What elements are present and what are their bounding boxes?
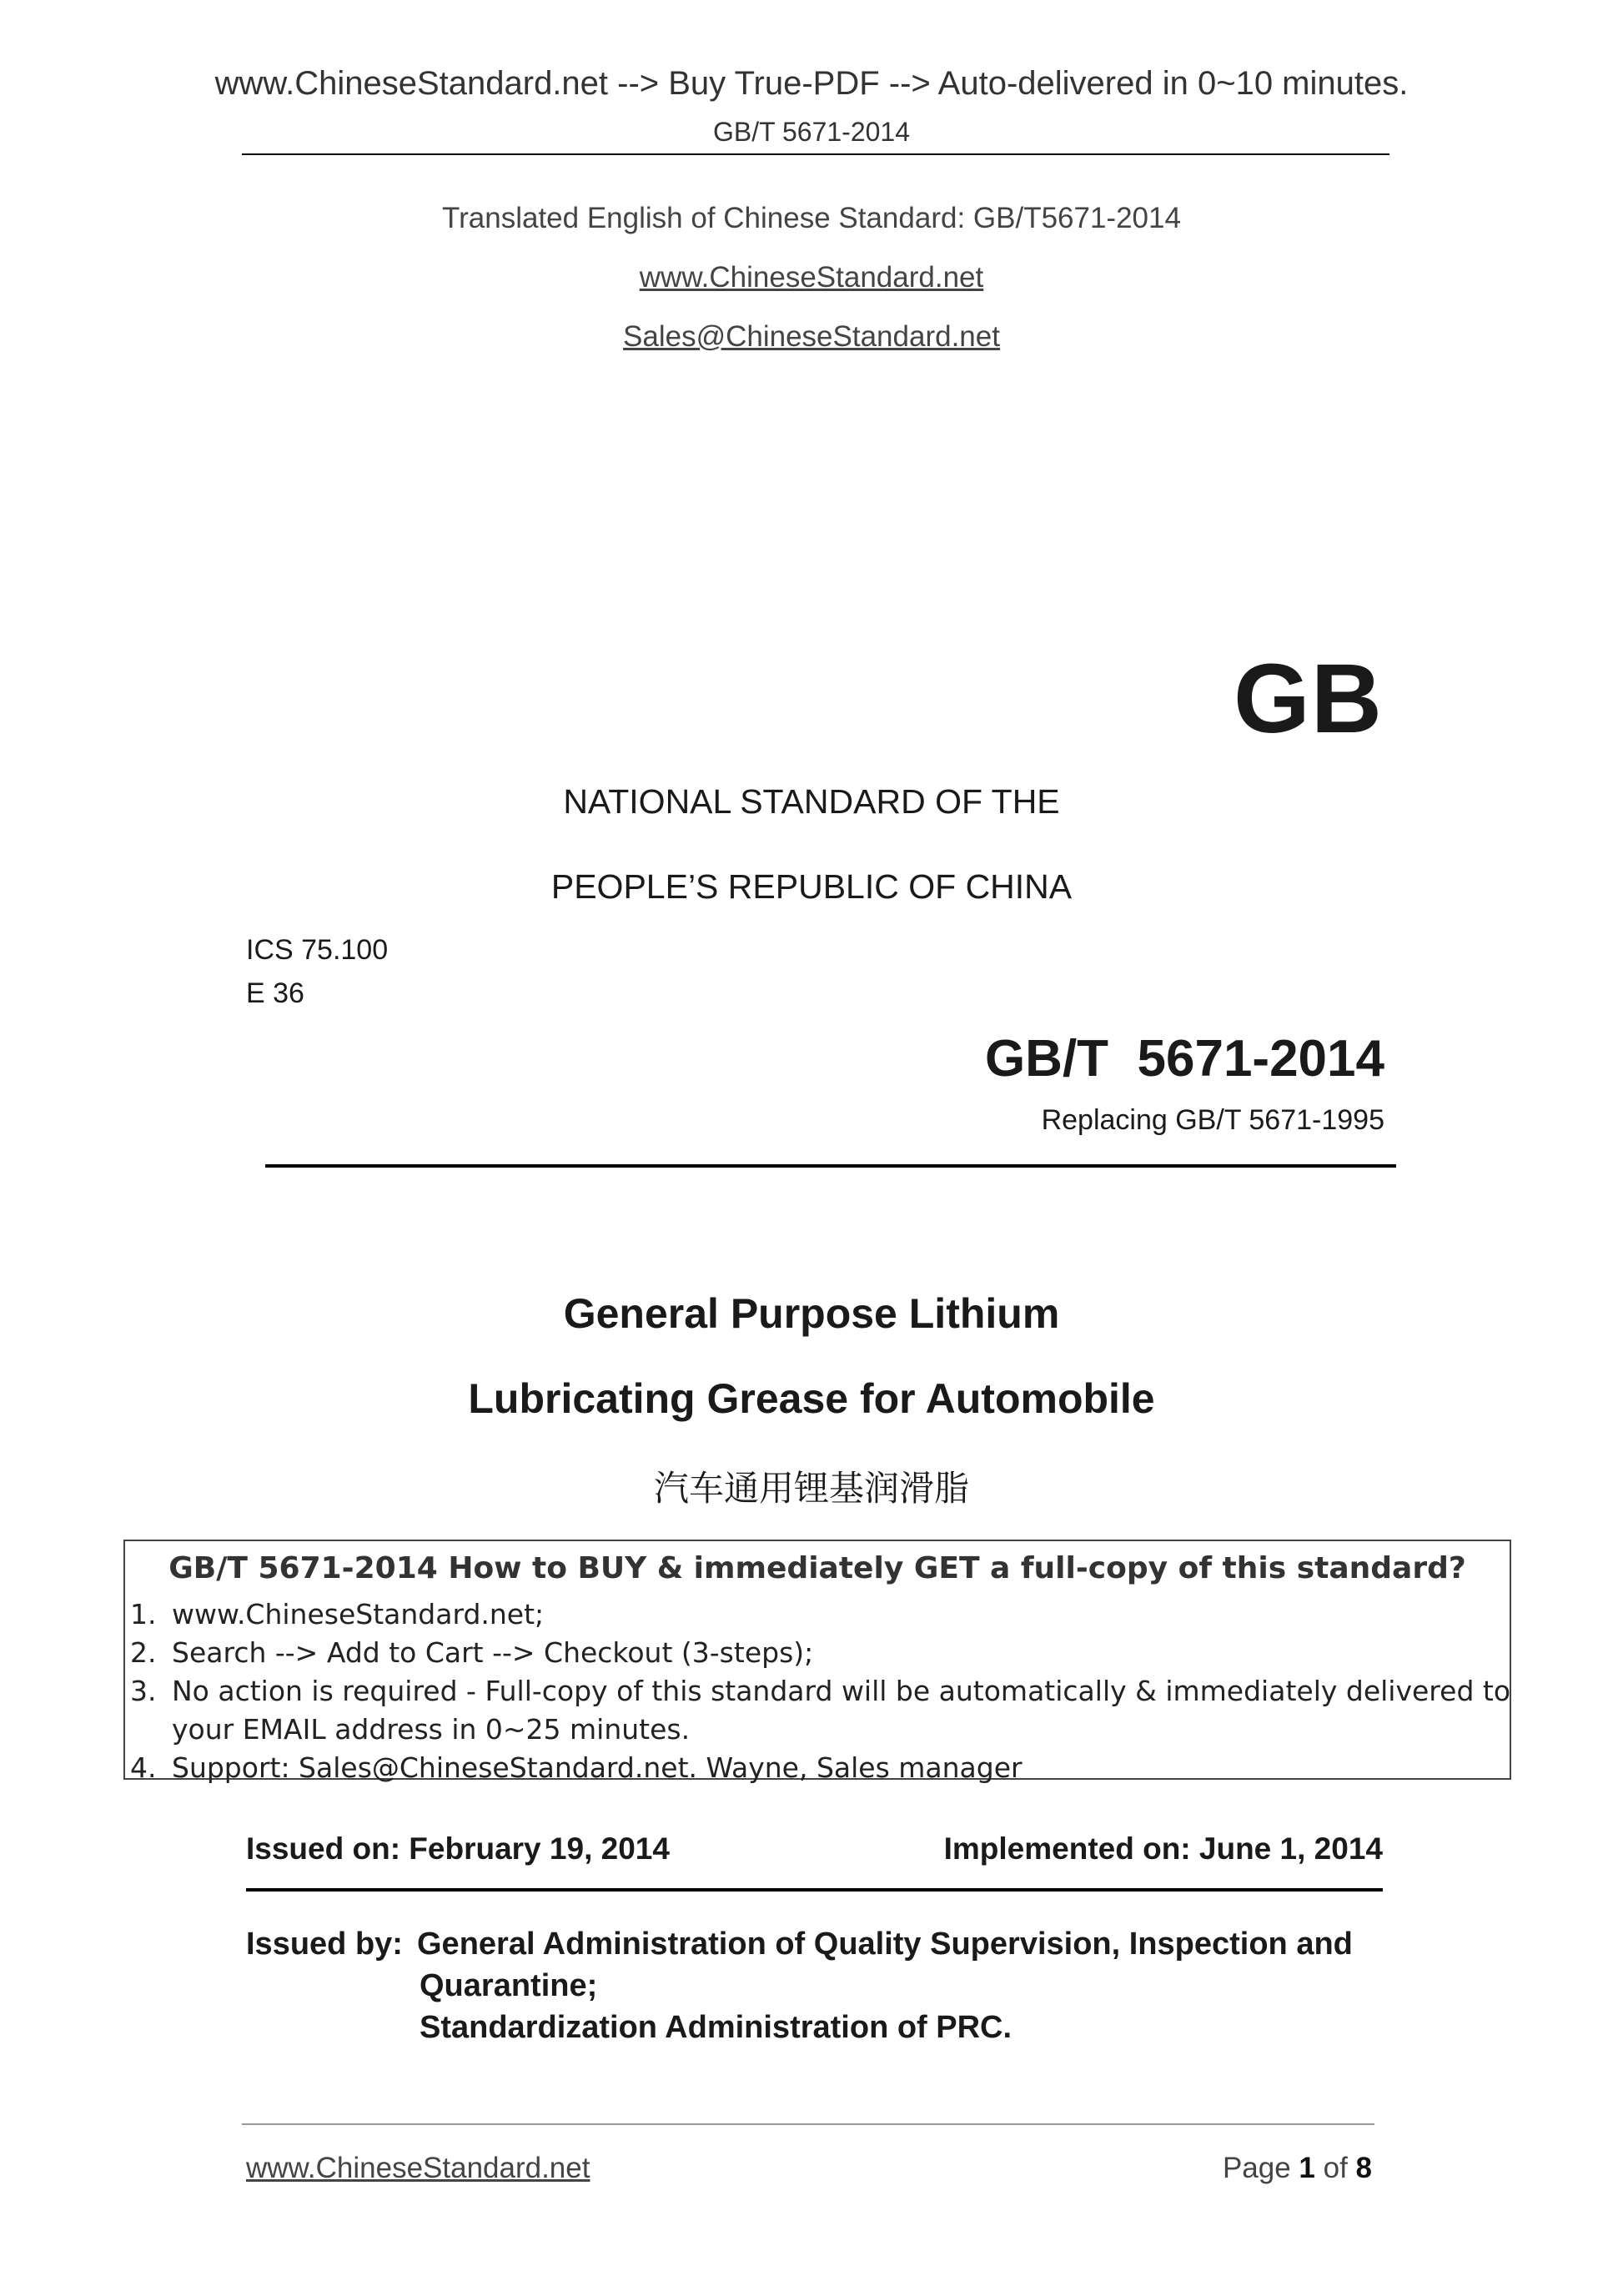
footer-website-link[interactable]: www.ChineseStandard.net [246,2152,590,2184]
buy-step-1: 1. www.ChineseStandard.net; [130,1598,545,1630]
buy-step-2: 2. Search --> Add to Cart --> Checkout (3-steps); [130,1636,814,1669]
website-link[interactable]: www.ChineseStandard.net [639,261,984,294]
dates-divider [246,1888,1383,1892]
title-chinese: 汽车通用锂基润滑脂 [653,1468,969,1509]
header-banner: www.ChineseStandard.net --> Buy True-PDF --> Auto-delivered in 0~10 minutes. [214,65,1409,102]
issuer-line-2: Quarantine; [420,1968,598,2003]
issued-date: Issued on: February 19, 2014 [246,1831,670,1866]
buy-step-3: 3. No action is required - Full-copy of this standard will be automatically & immediately delivered to [130,1675,1511,1707]
national-line-2: PEOPLE’S REPUBLIC OF CHINA [550,867,1073,906]
buy-step-3-continued: your EMAIL address in 0~25 minutes. [172,1713,691,1746]
implemented-date: Implemented on: June 1, 2014 [943,1831,1383,1866]
issuer-line-3: Standardization Administration of PRC. [420,2010,1012,2045]
title-line-1: General Purpose Lithium [563,1290,1060,1337]
standard-divider [265,1164,1396,1168]
gb-logo: GB [1234,644,1383,754]
page-indicator: Page 1 of 8 [1222,2152,1372,2184]
ics-code: ICS 75.100 [246,934,389,966]
header-divider [242,153,1389,155]
issuer-line-1: General Administration of Quality Supervision, Inspection and [417,1927,1353,1962]
translated-line: Translated English of Chinese Standard: GB/T5671-2014 [442,202,1181,234]
national-line-1: NATIONAL STANDARD OF THE [563,782,1060,821]
replacing-note: Replacing GB/T 5671-1995 [1041,1104,1384,1136]
ccs-code: E 36 [246,977,304,1009]
footer-divider [242,2123,1374,2125]
buy-info-box [123,1540,1511,1784]
issued-by-label: Issued by: [246,1927,403,1962]
buy-step-4: 4. Support: Sales@ChineseStandard.net. Wayne, Sales manager [130,1751,1023,1784]
title-line-2: Lubricating Grease for Automobile [468,1375,1155,1422]
email-link[interactable]: Sales@ChineseStandard.net [623,320,1000,353]
buy-box-title: GB/T 5671-2014 How to BUY & immediately GET a full-copy of this standard? [168,1551,1466,1585]
header-code: GB/T 5671-2014 [712,117,910,147]
standard-number: GB/T 5671-2014 [984,1030,1384,1088]
